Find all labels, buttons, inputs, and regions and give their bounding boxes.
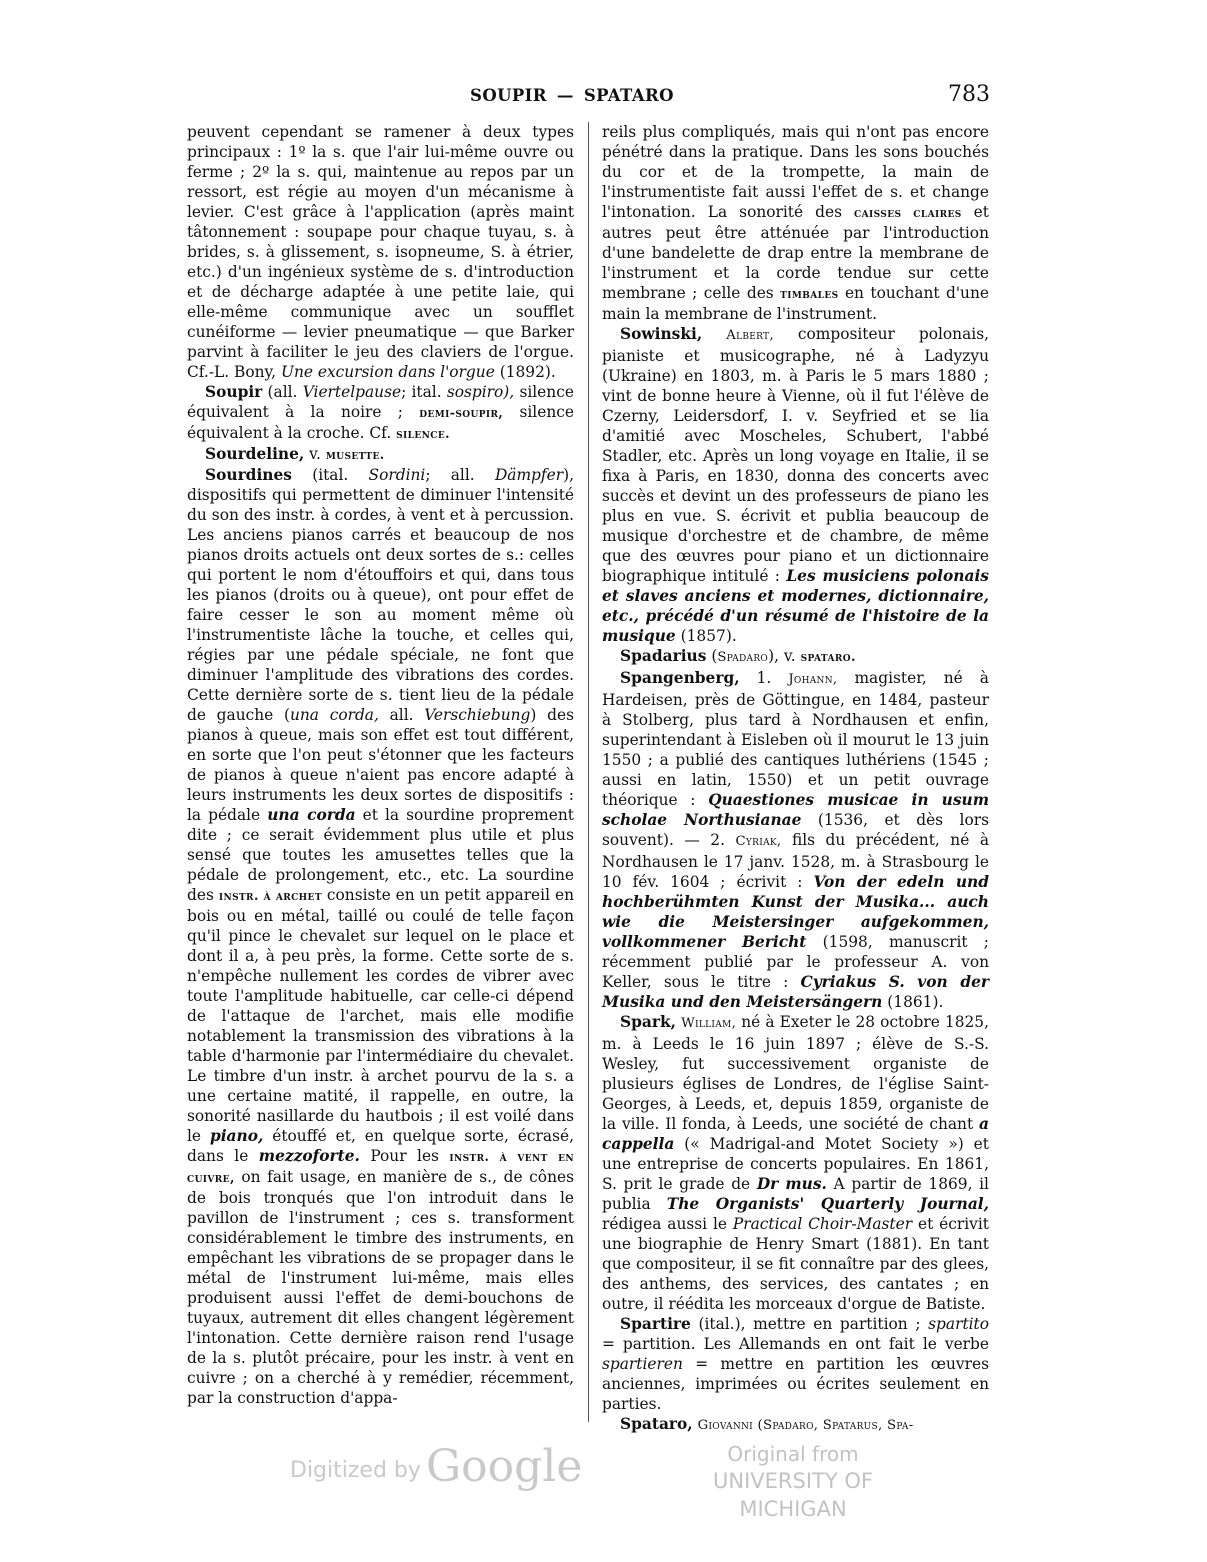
entry-headword: Spark, bbox=[620, 1013, 676, 1031]
running-title-left: SOUPIR bbox=[470, 86, 547, 105]
cross-reference: silence. bbox=[396, 426, 450, 441]
entry-term: una corda bbox=[267, 806, 356, 824]
running-title-right: SPATARO bbox=[583, 86, 674, 105]
entry-text: (1598, manuscrit ; récemment publié par le professeur A. von Keller, sous le titre : bbox=[602, 933, 989, 991]
continued-paragraph bbox=[602, 122, 989, 324]
entry-sowinski bbox=[602, 324, 989, 646]
column-divider bbox=[588, 122, 589, 1422]
entry-text: et écrivit une biographie de Henry Smart (1881). En tant que compositeur, il se fit connaître par des glees, des anthems, des services, des cantates ; en outre, il réédita les morceaux d'orgue de Batiste. bbox=[602, 1215, 989, 1313]
entry-text: 1. bbox=[756, 669, 772, 687]
running-header bbox=[188, 82, 990, 112]
entry-text: consiste en un petit appareil en bois ou en métal, taillé ou coulé de telle façon qu'il pince le chevalet sur lequel on le place et dont il a, à peu près, la forme. Cette sorte de s. n'empêche nullement les cordes de vibrer avec toute l'amplitude habituelle, car celle-ci dépend de l'attaque de l'archet, mais elle modifie notablement la transmission des vibrations à la table d'harmonie par l'intermédiaire du chevalet. Le timbre d'un instr. à archet pourvu de la s. a une certaine matité, il rappelle, en outre, la sonorité nasillarde du hautbois ; il est voilé dans le bbox=[187, 886, 574, 1145]
page-number: 783 bbox=[948, 82, 990, 107]
digitization-footer bbox=[0, 1437, 1207, 1521]
entry-text: rédigea aussi le bbox=[602, 1215, 728, 1233]
entry-headword: Spangenberg, bbox=[620, 669, 740, 687]
entry-headword: Soupir bbox=[205, 383, 263, 401]
entry-term: una corda, bbox=[289, 706, 379, 724]
entry-text: (ital. bbox=[312, 466, 349, 484]
entry-spadarius bbox=[602, 646, 989, 668]
entry-text: ; all. bbox=[425, 466, 475, 484]
entry-text: et la sourdine proprement dite ; ce serait évidemment plus utile et plus sensé que toutes les amusettes telles que la pédale de prolongement, etc., etc. La sourdine des bbox=[187, 806, 574, 904]
left-column bbox=[187, 122, 574, 1408]
entry-text: (« Madrigal-and Motet Society ») et une entreprise de concerts populaires. En 1861, S. prit le grade de bbox=[602, 1135, 989, 1193]
entry-text: Pour les bbox=[370, 1147, 439, 1165]
source-attribution bbox=[668, 1441, 918, 1523]
original-from-label: Original from bbox=[727, 1442, 859, 1466]
entry-text: étouffé et, en quelque sorte, écrasé, dans le bbox=[187, 1127, 574, 1165]
cross-reference: instr. à archet bbox=[218, 888, 322, 903]
cross-reference: demi-soupir, bbox=[419, 405, 504, 420]
entry-text: = mettre en partition les œuvres anciennes, imprimées ou écrites seulement en parties. bbox=[602, 1355, 989, 1413]
entry-text: (1857). bbox=[680, 627, 737, 645]
entry-text: fils du précédent, né à Nordhausen le 17 janv. 1528, m. à Strasbourg le 10 fév. 1604 ; écrivit : bbox=[602, 831, 989, 891]
entry-text: ) des pianos à queue, mais son effet est tout différent, en sorte que l'on peut s'étonner que les facteurs de pianos à queue n'aient pas encore adapté à leurs instruments les deux sortes de dispositifs : la pédale bbox=[187, 706, 574, 824]
book-title: Quaestiones musicae in usum scholae Northusianae bbox=[602, 791, 989, 829]
entry-term: Dämpfer bbox=[494, 466, 564, 484]
google-logo: Google bbox=[426, 1441, 583, 1492]
entry-spark bbox=[602, 1012, 989, 1314]
entry-term: mezzoforte. bbox=[258, 1147, 360, 1165]
book-title: Practical Choir-Master bbox=[732, 1215, 913, 1233]
entry-sourdines bbox=[187, 465, 574, 1408]
entry-term: spartito bbox=[928, 1315, 989, 1333]
entry-term: spartieren bbox=[602, 1355, 683, 1373]
book-title: Une excursion dans l'orgue bbox=[280, 363, 495, 381]
book-title: Les musiciens polonais et slaves anciens et modernes, dictionnaire, etc., précédé d'un résumé de l'histoire de la musique bbox=[602, 567, 989, 645]
entry-spartire bbox=[602, 1314, 989, 1414]
entry-text: ), v. bbox=[768, 647, 796, 665]
entry-text: compositeur polonais, pianiste et musicographe, né à Ladyzyu (Ukraine) en 1803, m. à Paris le 5 mars 1880 ; vint de bonne heure à Vienne, où il fut l'élève de Czerny, Leidersdorf, I. v. Seyfried et se lia d'amitié avec Moscheles, Schubert, l'abbé Stadler, etc. Après un long voyage en Italie, il se fixa à Paris, en 1830, donna des concerts avec succès et devint un des professeurs de piano les plus en vue. S. écrivit et publia beaucoup de musique d'orchestre et de chambre, de même que des œuvres pour piano et un dictionnaire biographique intitulé : bbox=[602, 325, 989, 585]
cross-reference: musette. bbox=[325, 447, 385, 462]
cross-reference: timbales bbox=[780, 286, 839, 301]
entry-forename: Giovanni (Spadaro, Spatarus, Spa- bbox=[697, 1418, 914, 1433]
entry-term: sospiro), bbox=[446, 383, 515, 401]
entry-forename: William, bbox=[681, 1016, 737, 1031]
running-title bbox=[470, 86, 674, 105]
entry-headword: Spadarius bbox=[620, 647, 707, 665]
entry-variant: Spadaro bbox=[717, 650, 769, 665]
right-column bbox=[602, 122, 989, 1436]
entry-text: ), dispositifs qui permettent de diminuer l'intensité du son des instr. à cordes, à vent et à percussion. Les anciens pianos carrés et beaucoup de nos pianos droits actuels ont deux sortes de s.: celles qui portent le nom d'étouffoirs et qui, dans tous les pianos (droits ou à queue), ont pour effet de faire cesser le son au moment même où l'instrumentiste lâche la touche, et celles qui, régies par une pédale spéciale, ne font que diminuer l'amplitude des vibrations des cordes. Cette dernière sorte de s. tient lieu de la pédale de gauche ( bbox=[187, 466, 574, 724]
entry-text: on fait usage, en manière de s., de cônes de bois tronqués que l'on introduit dans le pavillon de l'instrument ; ces s. transforment considérablement le timbre des instruments, en empêchant les vibrations de se propager dans le métal de l'instrument lui-même, mais elles produisent aussi l'effet de demi-bouchons de tuyaux, autrement dit elles changent légèrement l'intonation. Cette dernière raison rend l'usage de la s. plutôt précaire, pour les instr. à vent en cuivre ; on a cherché à y remédier, récemment, par la construction d'appa- bbox=[187, 1168, 574, 1407]
book-title: Cyriakus S. von der Musika und den Meistersängern bbox=[602, 973, 989, 1011]
paragraph-text: reils plus compliqués, mais qui n'ont pas encore pénétré dans la pratique. Dans les sons bouchés du cor et de la trompette, la main de l'instrumentiste fait aussi l'effet de s. et change l'intonation. La sonorité des bbox=[602, 123, 989, 221]
paragraph-text: en touchant d'une main la membrane de l'instrument. bbox=[602, 284, 989, 323]
entry-text: v. bbox=[309, 445, 321, 463]
entry-headword: Sourdeline, bbox=[205, 445, 305, 463]
paragraph-text: et autres peut être atténuée par l'introduction d'une bandelette de drap entre la membrane de l'instrument et la corde tendue sur cette membrane ; celle des bbox=[602, 203, 989, 302]
entry-text: (ital.), mettre en partition ; bbox=[698, 1315, 921, 1333]
running-title-dash: — bbox=[556, 86, 574, 105]
entry-term: Viertelpause bbox=[302, 383, 402, 401]
book-title: The Organists' Quarterly Journal, bbox=[666, 1195, 989, 1213]
entry-forename: Cyriak, bbox=[735, 834, 782, 849]
cross-reference: instr. à vent en cuivre, bbox=[187, 1149, 574, 1185]
cross-reference: caisses claires bbox=[854, 205, 962, 220]
entry-text: = partition. Les Allemands en ont fait le verbe bbox=[602, 1335, 989, 1353]
entry-forename: Johann, bbox=[788, 672, 838, 687]
entry-text: silence équivalent à la croche. Cf. bbox=[187, 403, 574, 442]
entry-text: ; ital. bbox=[401, 383, 442, 401]
entry-headword: Spartire bbox=[620, 1315, 691, 1333]
entry-headword: Spataro, bbox=[620, 1415, 693, 1433]
entry-term: Sordini bbox=[368, 466, 426, 484]
entry-term: a cappella bbox=[602, 1115, 989, 1153]
entry-text: (all. bbox=[267, 383, 298, 401]
digitized-by-label: Digitized by bbox=[290, 1458, 421, 1483]
entry-text: (1861). bbox=[887, 993, 944, 1011]
entry-text: silence équivalent à la noire ; bbox=[187, 383, 574, 421]
book-title: Von der edeln und hochberühmten Kunst der Musika... auch wie die Meistersinger aufgekommen, vollkommener Bericht bbox=[602, 873, 989, 951]
entry-spataro bbox=[602, 1414, 989, 1436]
entry-term: piano, bbox=[209, 1127, 264, 1145]
entry-text: ( bbox=[711, 647, 718, 665]
institution-name: UNIVERSITY OF MICHIGAN bbox=[713, 1469, 873, 1521]
paragraph-text: (1892). bbox=[499, 363, 556, 381]
entry-headword: Sowinski, bbox=[620, 325, 703, 343]
entry-soupir bbox=[187, 382, 574, 444]
entry-term: Dr mus. bbox=[756, 1175, 827, 1193]
entry-text: A partir de 1869, il publia bbox=[602, 1175, 989, 1213]
paragraph-text: peuvent cependant se ramener à deux types principaux : 1º la s. que l'air lui-même ouvre ou ferme ; 2º la s. qui, maintenue au repos par un ressort, est régie au moyen d'un mécanisme à levier. C'est grâce à l'application (après maint tâtonnement : soupape pour chaque tuyau, s. à brides, s. à glissement, s. isopneume, S. à étrier, etc.) d'un ingénieux système de s. d'introduction et de décharge adaptée à une petite laie, qui elle-même communique avec un soufflet cunéiforme — levier pneumatique — que Barker parvint à faciliter le jeu des claviers de l'orgue. Cf.-L. Bony, bbox=[187, 123, 574, 381]
entry-headword: Sourdines bbox=[205, 466, 292, 484]
entry-text: né à Exeter le 28 octobre 1825, m. à Leeds le 16 juin 1897 ; élève de S.-S. Wesley, fut successivement organiste de plusieurs églises de Londres, de l'église Saint-Georges, à Leeds, et, depuis 1859, organiste de la ville. Il fonda, à Leeds, une société de chant bbox=[602, 1013, 989, 1133]
continued-paragraph bbox=[187, 122, 574, 382]
google-watermark bbox=[290, 1441, 582, 1492]
entry-sourdeline bbox=[187, 444, 574, 465]
entry-text: magister, né à Hardeisen, près de Göttingue, en 1484, pasteur à Stolberg, plus tard à Nordhausen et enfin, superintendant à Eisleben où il mourut le 13 juin 1550 ; a publié des cantiques luthériens (1545 ; aussi en latin, 1550) et un petit ouvrage théorique : bbox=[602, 669, 989, 809]
entry-forename: Albert, bbox=[726, 328, 774, 343]
entry-text: (1536, et dès lors souvent). — 2. bbox=[602, 811, 989, 849]
entry-text: all. bbox=[389, 706, 414, 724]
cross-reference: spataro. bbox=[800, 649, 856, 664]
entry-term: Verschiebung bbox=[424, 706, 531, 724]
entry-spangenberg bbox=[602, 668, 989, 1012]
